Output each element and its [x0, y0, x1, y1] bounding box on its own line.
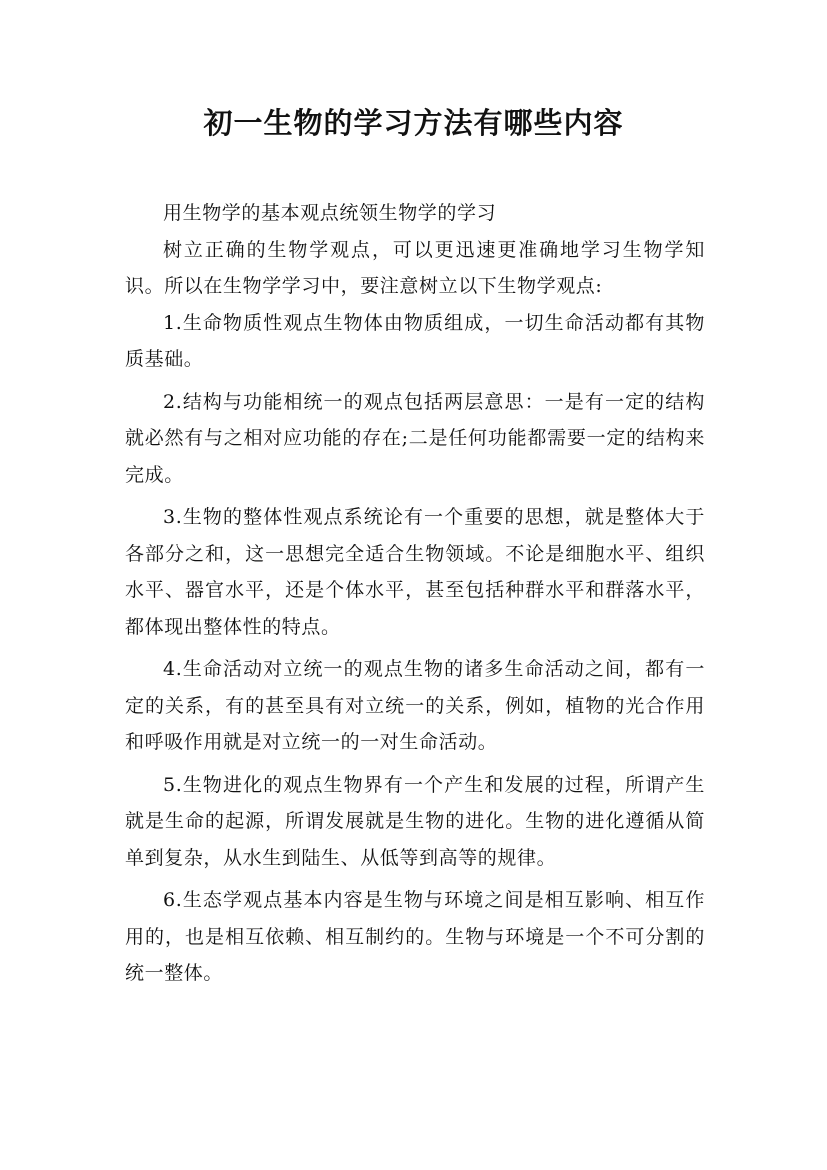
- document-body: [125, 195, 705, 992]
- paragraph-point-5: 5.生物进化的观点生物界有一个产生和发展的过程，所谓产生就是生命的起源，所谓发展就是生物的进化。生物的进化遵循从简单到复杂，从水生到陆生、从低等到高等的规律。: [125, 773, 705, 869]
- paragraph-heading: 用生物学的基本观点统领生物学的学习: [163, 202, 497, 224]
- paragraph-intro: 树立正确的生物学观点，可以更迅速更准确地学习生物学知识。所以在生物学学习中，要注意树立以下生物学观点:: [125, 238, 705, 297]
- paragraph-point-3: 3.生物的整体性观点系统论有一个重要的思想，就是整体大于各部分之和，这一思想完全适合生物领域。不论是细胞水平、组织水平、器官水平，还是个体水平，甚至包括种群水平和群落水平，都体现出整体性的特点。: [125, 506, 705, 638]
- paragraph-point-1: 1.生命物质性观点生物体由物质组成，一切生命活动都有其物质基础。: [125, 311, 705, 370]
- paragraph-point-4: 4.生命活动对立统一的观点生物的诸多生命活动之间，都有一定的关系，有的甚至具有对立统一的关系，例如，植物的光合作用和呼吸作用就是对立统一的一对生命活动。: [125, 658, 705, 753]
- paragraph-point-6: 6.生态学观点基本内容是生物与环境之间是相互影响、相互作用的，也是相互依赖、相互制约的。生物与环境是一个不可分割的统一整体。: [125, 889, 705, 984]
- paragraph-point-2: 2.结构与功能相统一的观点包括两层意思：一是有一定的结构就必然有与之相对应功能的存在;二是任何功能都需要一定的结构来完成。: [125, 390, 705, 486]
- document-title: 初一生物的学习方法有哪些内容: [203, 106, 624, 140]
